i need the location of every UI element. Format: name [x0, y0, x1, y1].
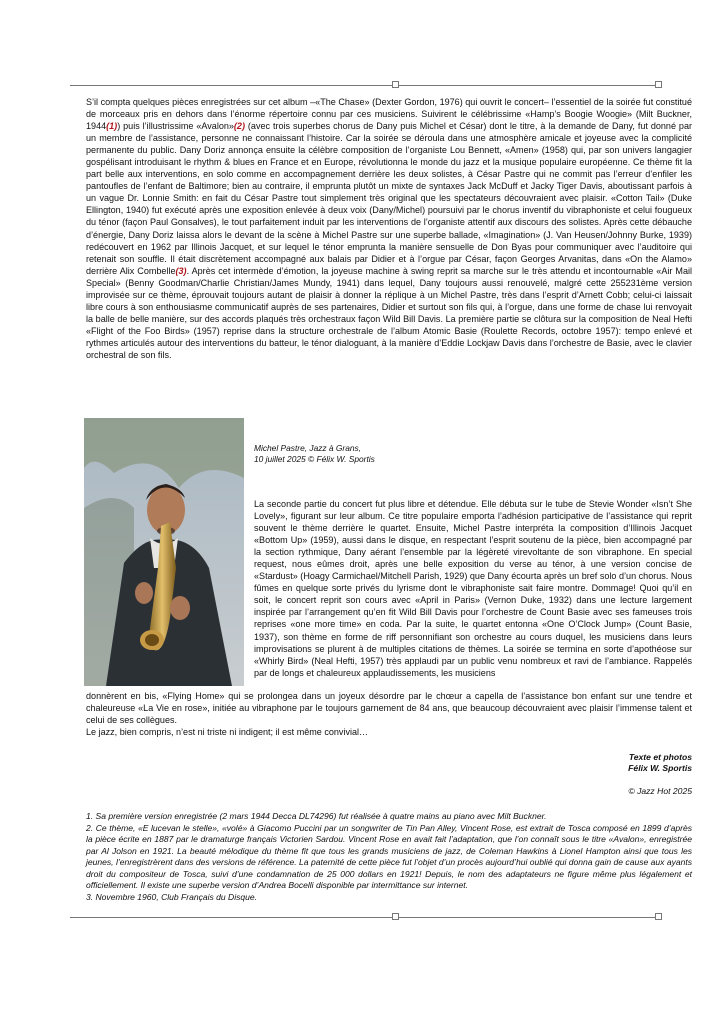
signature-line: Texte et photos — [628, 752, 692, 762]
signature-author: Félix W. Sportis — [628, 763, 692, 773]
rule-marker — [392, 913, 399, 920]
footnote-ref-2[interactable]: (2) — [233, 121, 245, 132]
footnotes — [86, 811, 692, 903]
rule-marker — [392, 81, 399, 88]
paragraph-1-text: S’il compta quelques pièces enregistrées sur cet album –«The Chase» (Dexter Gordon, 1976) qui ouvrit le concert– l’essentiel de la soirée fut constitué de morceaux pris en dehors dans l’énorme répertoire connu par ces musiciens. Suivirent le célébrissime «Hamp’s Boogie Woogie» (Milt Buckner, 1944 — [86, 97, 692, 132]
rule-marker — [655, 81, 662, 88]
saxophonist-photo — [84, 418, 244, 686]
signature — [628, 752, 692, 774]
paragraph-1-text: ) puis l’illustrissime «Avalon» — [117, 121, 234, 132]
copyright: © Jazz Hot 2025 — [628, 786, 692, 796]
paragraph-2-text: donnèrent en bis, «Flying Home» qui se prolongea dans un joyeux désordre par le chœur a capella de l’assistance bon enfant sur une tendre et chaleureuse «La Vie en rose», initiée au vibraphone par le toujours garnement de 84 ans, que beaucoup découvraient avec plaisir l’immense talent et celui de ses collègues. — [86, 691, 692, 726]
footnote-ref-3[interactable]: (3) — [175, 265, 187, 276]
paragraph-2-text: La seconde partie du concert fut plus libre et détendue. Elle débuta sur le tube de Stevie Wonder «Isn’t She Lovely», figurant sur leur album. Ce titre populaire emporta l’adhésion participative de l’assistance qui reprit souvent le thème derrière le quartet. Ensuite, Michel Pastre interpréta la composition d’Illinois Jacquet «Bottom Up» (1959), aussi dans le disque, en respectant l’esprit soutenu de la pièce, bien accompagné par la section rythmique, Dany aérant l’ensemble par la légèreté virevoltante de son vibraphone. En special request, nous eûmes droit, après une belle exposition du verse au ténor, à une version concise de «Stardust» (Hoagy Carmichael/Mitchell Parish, 1929) que Dany écourta après un bref solo d’un chorus. Nous fûmes en quelque sorte privés du lyrisme dont le vibraphoniste sait faire montre. Dommage! Quoi qu’il en soit, le concert reprit son cours avec «April in Paris» (Vernon Duke, 1932) dans une lecture largement inspirée par l’arrangement qu’en fit Wild Bill Davis pour l’orchestre de Count Basie avec ses fameuses trois reprises «one more time» en coda. Par la suite, le quartet entonna «One O’Clock Jump» (Count Basie, 1937), son thème en forme de riff personnifiant son orchestre au cours duquel, les musiciens dans leurs improvisations se plurent à de multiples citations de thèmes. La soirée se termina en sorte d’apothéose sur «Whirly Bird» (Neal Hefti, 1957) très applaudi par un public venu nombreux et ravi de l’ambiance. Rappelés par de longs et chaleureux applaudissements, les musiciens — [254, 499, 692, 678]
paragraph-1 — [86, 96, 692, 361]
top-rule — [70, 85, 658, 86]
bottom-rule — [70, 917, 658, 918]
footnote-3: 3. Novembre 1960, Club Français du Disque. — [86, 891, 258, 902]
paragraph-2 — [254, 498, 692, 679]
rule-marker — [655, 913, 662, 920]
footnote-ref-1[interactable]: (1) — [106, 121, 118, 132]
footnote-2: 2. Ce thème, «E lucevan le stelle», «volé» à Giacomo Puccini par un songwriter de Tin Pan Alley, Vincent Rose, est extrait de Tosca composé en 1899 d’après la pièce écrite en 1887 par le dramaturge français Victorien Sardou. Vincent Rose en avait fait l’adaptation, que l’on connaît sous le titre «Avalon», enregistrée par Al Jolson en 1921. La beauté mélodique du thème fit que tous les grands musiciens de jazz, de Coleman Hawkins à Lionel Hampton ainsi que tous les jeunes, l’enregistrèrent dans des versions de référence. La paternité de cette pièce fut l’objet d’un procès aujourd’hui oublié qui donna gain de cause aux ayants droit du compositeur de Tosca, suivi d’une condamnation de 25 000 dollars en 1921! Depuis, le nom des adaptateurs ne figure même plus légalement et officiellement. Il existe une superbe version d’Andrea Bocelli disponible par intermittance sur internet. — [86, 822, 692, 890]
paragraph-1-text: . Après cet intermède d’émotion, la joyeuse machine à swing reprit sa marche sur le très attendu et incontournable «Air Mail Special» (Benny Goodman/Charlie Christian/James Mundy, 1941) dans lequel, Dany toujours aussi renouvelé, malgré cette 255231ème version improvisée sur ce thème, éprouvait toujours autant de plaisir à donner la réplique à un Michel Pastre, très dans l’esprit d’Arnett Cobb; celui-ci laissait libre cours à son enthousiasme communicatif auprès de ses partenaires, Didier et surtout son fils qui, à l’orgue, dans une forme de chase lui renvoyait la balle de belle manière, sur des accords plaqués très orchestraux façon Wild Bill Davis. La première partie se clôtura sur la composition de Neal Hefti «Flight of the Foo Birds» (1957) reprise dans la structure orchestrale de l’album Atomic Basie (Roulette Records, octobre 1957): tempo enlevé et rythmes articulés autour des interventions du batteur, le ténor dialoguant, à la manière d’Eddie Lockjaw Davis dans l’orchestre de Basie, avec le clavier orchestral de son fils. — [86, 265, 692, 360]
caption-line: Michel Pastre, Jazz à Grans, — [254, 443, 362, 453]
paragraph-1-text: (avec trois superbes chorus de Dany puis Michel et César) dont le titre, à la demande de Dany, fut donné par un membre de l’assistance, personne ne connaissant l’histoire. Car la soirée se déroula dans une atmosphère amicale et joyeuse avec la complicité permanente du public. Dany Doriz annonça ensuite la célèbre composition de l’organiste Lou Bennett, «Amen» (1958) qui, par son univers langagier gospélisant introduisant le rhythm & blues en France et en Europe, révolutionna le monde du jazz et la musique populaire européenne. Ce thème fit la part belle aux interventions, en solo comme en accompagnement derrière les deux solistes, à César Pastre qui ne commit pas l’erreur d’enfiler les pantoufles de l’enfant de Baltimore; bien au contraire, il emprunta plutôt un mixte de syntaxes Jack McDuff et Jacky Tiger Davis, aboutissant parfois à un vague Dr. Lonnie Smith: en fait du César Pastre tout simplement très original que les spectateurs découvraient avec plaisir. «Cotton Tail» (Duke Ellington, 1940) fut exécuté après une exposition enlevée à deux voix (Dany/Michel) poursuivi par le chorus inventif du vibraphoniste et celui fougueux du ténor (façon Paul Gonsalves), le tout parfaitement induit par les interventions de l’organiste attentif aux discours des solistes. Après cette débauche d’énergie, Dany Doriz laissa alors le devant de la scène à Michel Pastre sur une superbe ballade, «Imagination» (J. Van Heusen/Johnny Burke, 1939) redécouvert en 1962 par Illinois Jacquet, et sur lequel le ténor emprunta la manière sensuelle de Don Byas pour communiquer avec l’auditoire qui retenait son souffle. Il était discrètement accompagné aux balais par Didier et à l’orgue par César, façon Georges Arvanitas, dans «On the Alamo» derrière Alix Combelle — [86, 121, 692, 276]
photo-caption — [254, 443, 375, 465]
caption-line: 10 juillet 2025 © Félix W. Sportis — [254, 454, 375, 464]
closing-line: Le jazz, bien compris, n’est ni triste ni indigent; il est même convivial… — [86, 727, 369, 738]
footnote-1: 1. Sa première version enregistrée (2 mars 1944 Decca DL74296) fut réalisée à quatre mains au piano avec Milt Buckner. — [86, 811, 547, 821]
paragraph-2-continued — [86, 690, 692, 738]
